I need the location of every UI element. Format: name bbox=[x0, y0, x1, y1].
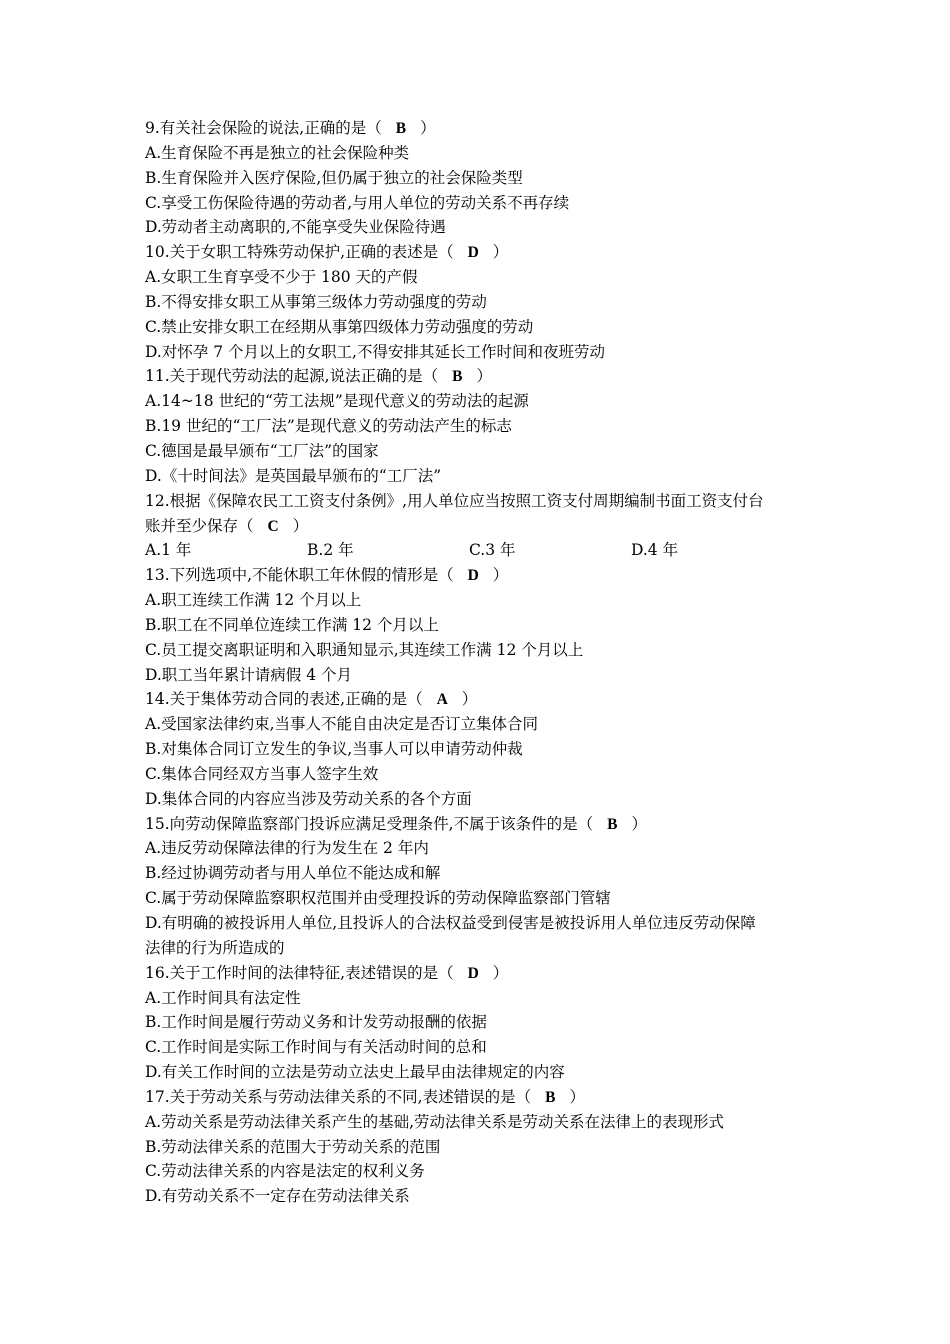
question-stem bbox=[145, 563, 825, 588]
answer-option: B.生育保险并入医疗保险,但仍属于独立的社会保险类型 bbox=[145, 168, 523, 187]
answer-letter: D bbox=[467, 567, 479, 585]
answer-option: A.工作时间具有法定性 bbox=[145, 988, 301, 1007]
question-stem bbox=[145, 514, 825, 539]
question-text: 9.有关社会保险的说法,正确的是（ bbox=[145, 119, 382, 137]
answer-option: A.1 年 bbox=[145, 541, 192, 560]
answer-letter: B bbox=[452, 368, 463, 386]
question-bracket-close: ） bbox=[476, 367, 492, 386]
question-stem bbox=[145, 961, 825, 986]
answer-option: A.14~18 世纪的“劳工法规”是现代意义的劳动法的起源 bbox=[145, 392, 529, 411]
question-list bbox=[145, 116, 825, 1209]
answer-option: C.劳动法律关系的内容是法定的权利义务 bbox=[145, 1162, 425, 1181]
answer-option: B.职工在不同单位连续工作满 12 个月以上 bbox=[145, 615, 439, 634]
answer-option: C.3 年 bbox=[469, 541, 516, 560]
question-stem bbox=[145, 687, 825, 712]
question-stem bbox=[145, 116, 825, 141]
question-stem bbox=[145, 240, 825, 265]
question-stem-line: 12.根据《保障农民工工资支付条例》,用人单位应当按照工资支付周期编制书面工资支付台 bbox=[145, 491, 764, 510]
answer-option: B.对集体合同订立发生的争议,当事人可以申请劳动仲裁 bbox=[145, 740, 523, 759]
answer-option: D.《十时间法》是英国最早颁布的“工厂法” bbox=[145, 466, 442, 485]
answer-option: C.德国是最早颁布“工厂法”的国家 bbox=[145, 441, 379, 460]
answer-option: B.劳动法律关系的范围大于劳动关系的范围 bbox=[145, 1137, 441, 1156]
question-bracket-close: ） bbox=[292, 516, 309, 535]
question-bracket-close: ） bbox=[492, 566, 509, 585]
question-block bbox=[145, 116, 825, 240]
answer-option: D.有关工作时间的立法是劳动立法史上最早由法律规定的内容 bbox=[145, 1063, 565, 1082]
answer-option: D.有明确的被投诉用人单位,且投诉人的合法权益受到侵害是被投诉用人单位违反劳动保障 bbox=[145, 914, 756, 932]
question-bracket-close: ） bbox=[461, 690, 478, 709]
answer-option: D.劳动者主动离职的,不能享受失业保险待遇 bbox=[145, 218, 446, 237]
answer-option: A.生育保险不再是独立的社会保险种类 bbox=[145, 143, 410, 162]
answer-letter: B bbox=[395, 120, 407, 137]
question-bracket-close: ） bbox=[631, 814, 647, 833]
answer-option: A.违反劳动保障法律的行为发生在 2 年内 bbox=[145, 839, 429, 858]
answer-option: C.员工提交离职证明和入职通知显示,其连续工作满 12 个月以上 bbox=[145, 640, 584, 659]
question-bracket-close: ） bbox=[569, 1087, 585, 1106]
answer-option: A.职工连续工作满 12 个月以上 bbox=[145, 591, 362, 610]
answer-option: C.属于劳动保障监察职权范围并由受理投诉的劳动保障监察部门管辖 bbox=[145, 889, 611, 908]
question-text: 16.关于工作时间的法律特征,表述错误的是（ bbox=[145, 963, 454, 982]
answer-option: D.对怀孕 7 个月以上的女职工,不得安排其延长工作时间和夜班劳动 bbox=[145, 342, 605, 361]
answer-option: B.经过协调劳动者与用人单位不能达成和解 bbox=[145, 864, 441, 883]
question-block bbox=[145, 961, 825, 1085]
answer-letter: D bbox=[467, 964, 479, 982]
question-bracket-close: ） bbox=[492, 243, 509, 262]
question-text: 17.关于劳动关系与劳动法律关系的不同,表述错误的是（ bbox=[145, 1087, 532, 1106]
question-block bbox=[145, 563, 825, 687]
answer-letter: D bbox=[467, 244, 479, 262]
answer-option: C.禁止安排女职工在经期从事第四级体力劳动强度的劳动 bbox=[145, 317, 534, 336]
question-text: 账并至少保存（ bbox=[145, 516, 254, 535]
answer-option: D.集体合同的内容应当涉及劳动关系的各个方面 bbox=[145, 789, 472, 808]
question-text: 10.关于女职工特殊劳动保护,正确的表述是（ bbox=[145, 243, 454, 262]
question-stem bbox=[145, 1085, 825, 1110]
answer-option: C.工作时间是实际工作时间与有关活动时间的总和 bbox=[145, 1038, 487, 1057]
question-block bbox=[145, 364, 825, 488]
answer-letter: A bbox=[436, 691, 448, 709]
question-bracket-close: ） bbox=[420, 119, 436, 137]
question-block bbox=[145, 240, 825, 364]
answer-option: D.4 年 bbox=[631, 541, 679, 560]
answer-option: B.2 年 bbox=[307, 541, 354, 560]
answer-option: A.劳动关系是劳动法律关系产生的基础,劳动法律关系是劳动关系在法律上的表现形式 bbox=[145, 1112, 725, 1131]
answer-letter: B bbox=[545, 1088, 556, 1106]
question-text: 14.关于集体劳动合同的表述,正确的是（ bbox=[145, 690, 423, 709]
question-text: 13.下列选项中,不能休职工年休假的情形是（ bbox=[145, 566, 454, 585]
answer-option: A.受国家法律约束,当事人不能自由决定是否订立集体合同 bbox=[145, 715, 539, 734]
question-stem bbox=[145, 364, 825, 389]
question-block bbox=[145, 812, 825, 961]
question-bracket-close: ） bbox=[492, 963, 509, 982]
question-block bbox=[145, 489, 825, 564]
answer-options-row bbox=[145, 538, 825, 563]
answer-option: C.集体合同经双方当事人签字生效 bbox=[145, 764, 379, 783]
answer-option: C.享受工伤保险待遇的劳动者,与用人单位的劳动关系不再存续 bbox=[145, 193, 570, 212]
question-block bbox=[145, 1085, 825, 1209]
answer-letter: C bbox=[267, 517, 279, 535]
answer-option: B.工作时间是履行劳动义务和计发劳动报酬的依据 bbox=[145, 1013, 487, 1032]
question-text: 15.向劳动保障监察部门投诉应满足受理条件,不属于该条件的是（ bbox=[145, 814, 594, 833]
answer-option: 法律的行为所造成的 bbox=[145, 938, 285, 957]
question-stem bbox=[145, 812, 825, 837]
question-text: 11.关于现代劳动法的起源,说法正确的是（ bbox=[145, 367, 439, 386]
question-block bbox=[145, 687, 825, 811]
answer-letter: B bbox=[607, 815, 618, 833]
answer-option: D.有劳动关系不一定存在劳动法律关系 bbox=[145, 1187, 410, 1206]
answer-option: B.不得安排女职工从事第三级体力劳动强度的劳动 bbox=[145, 292, 487, 311]
answer-option: B.19 世纪的“工厂法”是现代意义的劳动法产生的标志 bbox=[145, 417, 512, 436]
answer-option: D.职工当年累计请病假 4 个月 bbox=[145, 665, 353, 684]
answer-option: A.女职工生育享受不少于 180 天的产假 bbox=[145, 268, 418, 287]
